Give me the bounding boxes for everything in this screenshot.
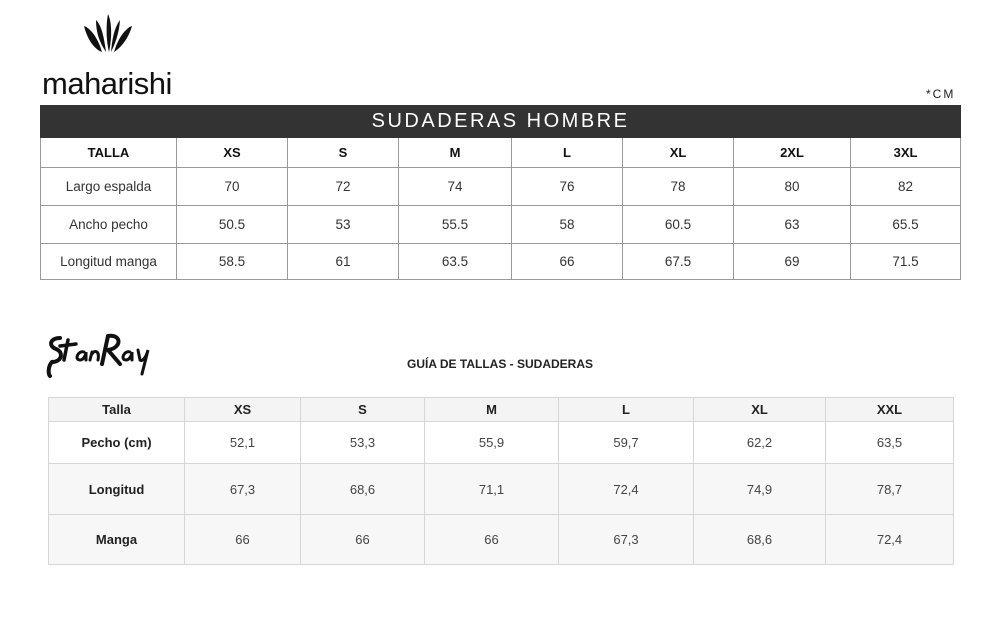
table-cell: 66: [425, 515, 559, 565]
table-cell: 76: [512, 168, 623, 206]
header-row: [41, 138, 961, 168]
column-header: 3XL: [851, 138, 961, 168]
table-cell: 66: [301, 515, 425, 565]
column-header: XXL: [826, 398, 954, 422]
stanray-size-table: [48, 397, 954, 565]
table-cell: 78,7: [826, 464, 954, 515]
unit-label: *CM: [926, 87, 956, 101]
row-label: Largo espalda: [41, 168, 177, 206]
table-cell: 70: [177, 168, 288, 206]
table-cell: 52,1: [185, 422, 301, 464]
table-cell: 67,3: [559, 515, 694, 565]
table-cell: 63: [734, 206, 851, 244]
table-cell: 68,6: [301, 464, 425, 515]
column-header: 2XL: [734, 138, 851, 168]
table-cell: 66: [512, 244, 623, 280]
column-header: Talla: [49, 398, 185, 422]
header-row: [49, 398, 954, 422]
table-row: [49, 515, 954, 565]
table-cell: 72,4: [826, 515, 954, 565]
table-cell: 53: [288, 206, 399, 244]
table-cell: 80: [734, 168, 851, 206]
maharishi-wordmark: maharishi: [42, 66, 172, 101]
lotus-icon: [82, 12, 134, 56]
table-cell: 60.5: [623, 206, 734, 244]
table-cell: 66: [185, 515, 301, 565]
column-header: M: [399, 138, 512, 168]
table-cell: 55.5: [399, 206, 512, 244]
column-header: TALLA: [41, 138, 177, 168]
table-cell: 62,2: [694, 422, 826, 464]
table-cell: 71.5: [851, 244, 961, 280]
table-cell: 72,4: [559, 464, 694, 515]
table-title: SUDADERAS HOMBRE: [41, 106, 961, 138]
column-header: M: [425, 398, 559, 422]
table-cell: 58.5: [177, 244, 288, 280]
row-label: Manga: [49, 515, 185, 565]
table-cell: 63,5: [826, 422, 954, 464]
column-header: XS: [177, 138, 288, 168]
table-row: [41, 168, 961, 206]
table-cell: 72: [288, 168, 399, 206]
table-row: [41, 244, 961, 280]
table-cell: 61: [288, 244, 399, 280]
table-cell: 50.5: [177, 206, 288, 244]
table-cell: 55,9: [425, 422, 559, 464]
table-cell: 68,6: [694, 515, 826, 565]
row-label: Ancho pecho: [41, 206, 177, 244]
table-cell: 59,7: [559, 422, 694, 464]
table-cell: 65.5: [851, 206, 961, 244]
maharishi-logo: [42, 12, 182, 101]
table-cell: 82: [851, 168, 961, 206]
column-header: XS: [185, 398, 301, 422]
table-cell: 74,9: [694, 464, 826, 515]
maharishi-size-table: [40, 105, 961, 280]
column-header: XL: [694, 398, 826, 422]
table-row: [49, 422, 954, 464]
table-cell: 78: [623, 168, 734, 206]
column-header: L: [559, 398, 694, 422]
row-label: Longitud: [49, 464, 185, 515]
stanray-title: GUÍA DE TALLAS - SUDADERAS: [407, 357, 593, 371]
row-label: Pecho (cm): [49, 422, 185, 464]
table-cell: 69: [734, 244, 851, 280]
table-cell: 67,3: [185, 464, 301, 515]
row-label: Longitud manga: [41, 244, 177, 280]
table-row: [41, 206, 961, 244]
table-cell: 53,3: [301, 422, 425, 464]
table-cell: 58: [512, 206, 623, 244]
column-header: XL: [623, 138, 734, 168]
column-header: S: [301, 398, 425, 422]
column-header: L: [512, 138, 623, 168]
table-cell: 74: [399, 168, 512, 206]
table-cell: 67.5: [623, 244, 734, 280]
table-row: [49, 464, 954, 515]
table-cell: 71,1: [425, 464, 559, 515]
column-header: S: [288, 138, 399, 168]
table-cell: 63.5: [399, 244, 512, 280]
